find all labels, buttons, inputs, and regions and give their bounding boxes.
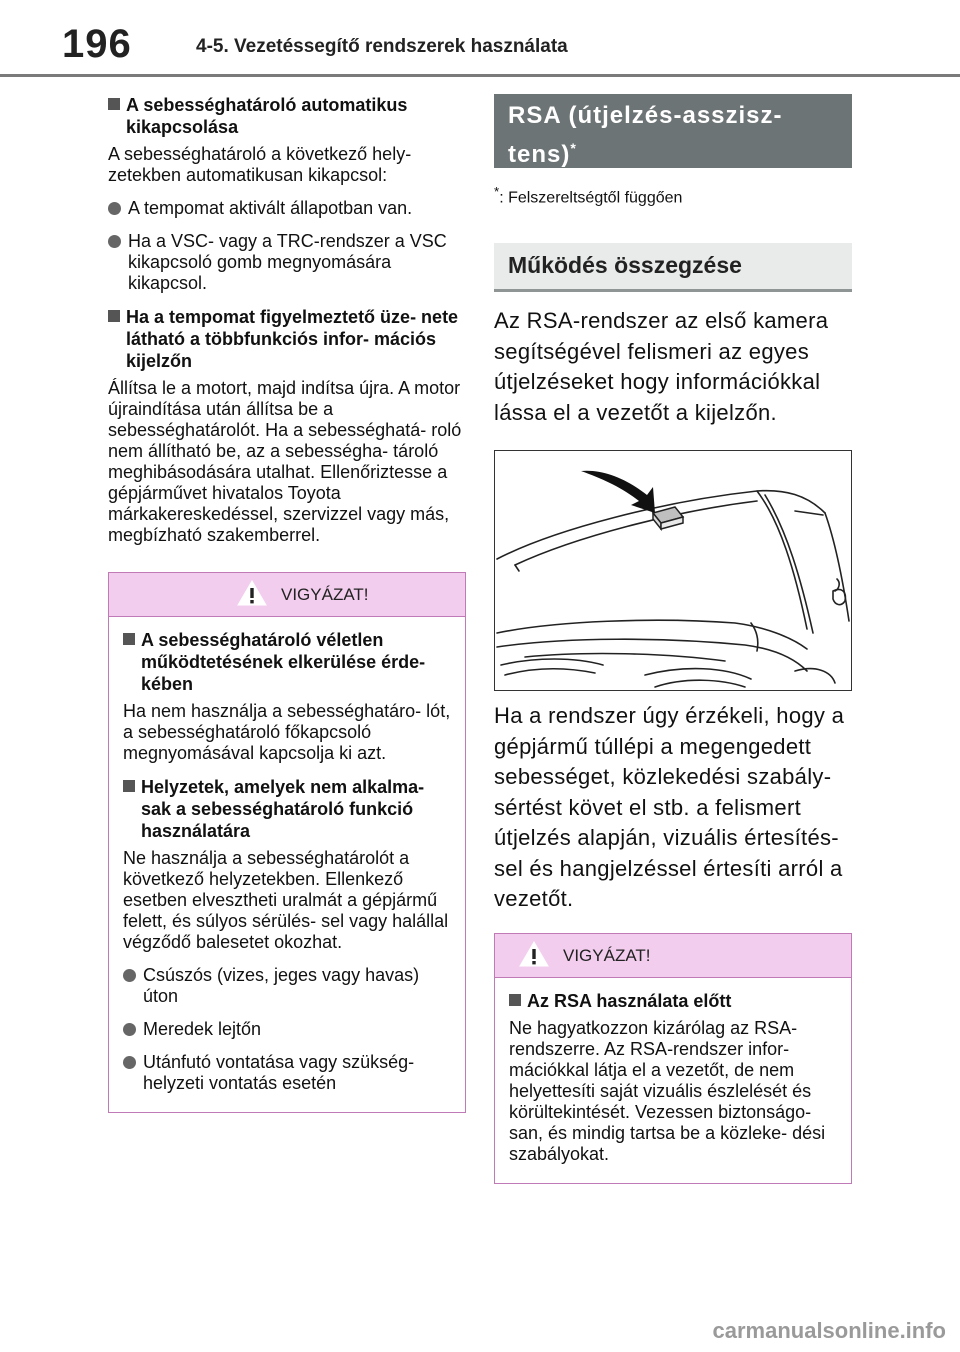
caution-title: VIGYÁZAT! — [563, 945, 651, 965]
caution-title: VIGYÁZAT! — [281, 585, 369, 604]
left-column — [108, 94, 466, 1113]
warning-triangle-icon — [237, 579, 267, 607]
square-bullet-icon — [108, 98, 120, 110]
auto-off-heading: A sebességhatároló automatikus kikapcsolása — [108, 94, 466, 138]
list-item: Ha a VSC- vagy a TRC-rendszer a VSC kikapcsoló gomb megnyomására kikapcsol. — [108, 231, 466, 294]
circle-bullet-icon — [108, 235, 121, 248]
list-item: Meredek lejtőn — [123, 1019, 451, 1040]
square-bullet-icon — [509, 994, 521, 1006]
square-bullet-icon — [123, 633, 135, 645]
caution-sub-heading: Helyzetek, amelyek nem alkalma- sak a sebességhatároló funkció használatára — [123, 776, 451, 842]
section-title: RSA (útjelzés-asszisz- tens) — [508, 102, 783, 168]
notification-paragraph: Ha a rendszer úgy érzékeli, hogy a gépjármű túllépi a megengedett sebességet, közlekedési szabály- sértést követ el stb. a felismert útjelzés alapján, vizuális értesítés- sel és hangjelzéssel értesíti arról a vezetőt. — [494, 703, 845, 912]
caution-text: Ne használja a sebességhatárolót a következő helyzetekben. Ellenkező esetben elvesztheti uralmát a gépjármű felett, és súlyos sérülés- sel vagy halállal végződő balesetet okozhat. — [123, 848, 449, 952]
section-title-bar — [494, 94, 852, 168]
list-item: Utánfutó vontatása vagy szükség- helyzeti vontatás esetén — [123, 1052, 451, 1094]
caution-sub-heading: Az RSA használata előtt — [509, 990, 837, 1012]
circle-bullet-icon — [123, 1023, 136, 1036]
list-item: Csúszós (vizes, jeges vagy havas) úton — [123, 965, 451, 1007]
chapter-title: 4-5. Vezetéssegítő rendszerek használata — [196, 36, 568, 57]
caution-body — [495, 978, 851, 1183]
square-bullet-icon — [108, 310, 120, 322]
car-front-camera-drawing — [495, 451, 851, 690]
circle-bullet-icon — [123, 969, 136, 982]
subsection-header: Működés összegzése — [494, 243, 852, 292]
caution-text: Ha nem használja a sebességhatáro- lót, a sebességhatároló főkapcsoló megnyomásával kapcsolja ki azt. — [123, 701, 451, 763]
warning-triangle-icon — [519, 940, 549, 968]
footnote: *: Felszereltségtől függően — [494, 184, 683, 207]
list-item: A tempomat aktivált állapotban van. — [108, 198, 466, 219]
circle-bullet-icon — [123, 1056, 136, 1069]
overview-paragraph: Az RSA-rendszer az első kamera segítségével felismeri az egyes útjelzéseket hogy információkkal lássa el a vezetőt a kijelzőn. — [494, 308, 829, 425]
page-header — [0, 0, 960, 78]
caution-text: Ne hagyatkozzon kizárólag az RSA- rendszerre. Az RSA-rendszer infor- mációkkal látja el a vezetőt, de nem helyettesíti saját vizuális észlelését és körültekintését. Vezessen biztonságo- san, és mindig tartsa be a közleke- dési szabályokat. — [509, 1017, 826, 1164]
caution-header — [109, 573, 465, 617]
caution-header — [495, 934, 851, 978]
caution-body — [109, 617, 465, 1112]
pointer-arrow-icon — [581, 471, 655, 513]
auto-off-text: A sebességhatároló a következő hely- zetekben automatikusan kikapcsol: — [108, 144, 412, 185]
square-bullet-icon — [123, 780, 135, 792]
header-rule — [0, 74, 960, 77]
watermark: carmanualsonline.info — [712, 1318, 946, 1343]
right-column — [494, 94, 852, 1184]
circle-bullet-icon — [108, 202, 121, 215]
caution-sub-heading: A sebességhatároló véletlen működtetésének elkerülése érde- kében — [123, 629, 451, 695]
page-number: 196 — [62, 22, 132, 66]
warning-message-text: Állítsa le a motort, majd indítsa újra. A motor újraindítása után állítsa be a sebességhatárolót. Ha a sebességhatá- roló nem állítható be, az a sebességha- tároló meghibásodására utalhat. Ellenőriztesse a gépjárművet hivatalos Toyota márkakereskedéssel, szervizzel vagy más, megbízható szakemberrel. — [108, 378, 462, 545]
section-title-footnote-mark: * — [570, 140, 577, 156]
windshield-camera-illustration — [494, 450, 852, 691]
warning-message-heading: Ha a tempomat figyelmeztető üze- nete látható a többfunkciós infor- mációs kijelzőn — [108, 306, 466, 372]
camera-unit — [653, 507, 683, 529]
caution-box — [108, 572, 466, 1113]
caution-box — [494, 933, 852, 1184]
